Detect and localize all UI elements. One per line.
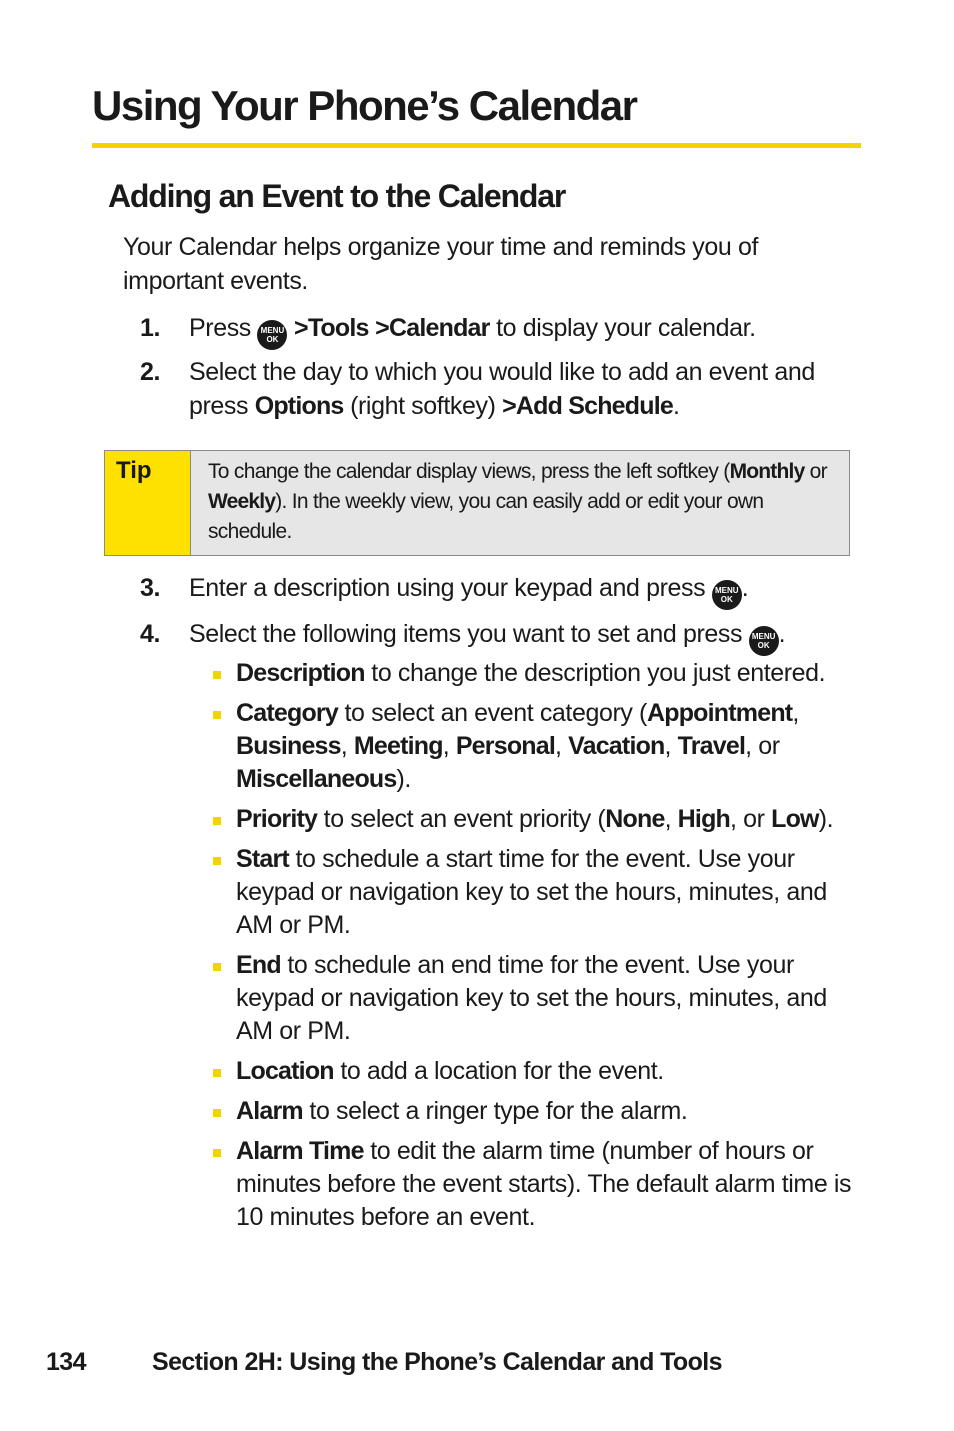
step-text: Enter a description using your keypad and press MENU OK . (189, 571, 869, 610)
list-item-category: Category to select an event category (Appointment, Business, Meeting, Personal, Vacation, Travel, or Miscellaneous). (210, 697, 860, 796)
list-item-alarm: Alarm to select a ringer type for the alarm. (210, 1095, 860, 1128)
tip-box (104, 450, 850, 556)
tip-text: To change the calendar display views, press the left softkey (Monthly or Weekly). In the weekly view, you can easily add or edit your own schedule. (208, 460, 827, 543)
menu-ok-key-icon: MENU OK (749, 626, 779, 656)
event-fields-list (210, 657, 860, 1241)
menu-ok-key-icon: MENU OK (257, 320, 287, 350)
step-text: Select the day to which you would like to add an event and press Options (right softkey) >Add Schedule. (189, 358, 815, 420)
list-item-priority: Priority to select an event priority (None, High, or Low). (210, 803, 860, 836)
page-number: 134 (46, 1348, 86, 1376)
step-number: 2. (140, 358, 161, 386)
list-item-start: Start to schedule a start time for the event. Use your keypad or navigation key to set the hours, minutes, and AM or PM. (210, 843, 860, 942)
step-text: Select the following items you want to set and press MENU OK . (189, 617, 869, 656)
menu-path-calendar: Calendar (388, 314, 490, 342)
list-item-location: Location to add a location for the event. (210, 1055, 860, 1088)
menu-path-add-schedule: Add Schedule (515, 392, 673, 420)
section-title: Section 2H: Using the Phone’s Calendar and Tools (152, 1348, 722, 1376)
tip-label: Tip (105, 451, 191, 555)
menu-ok-key-icon: MENU OK (712, 580, 742, 610)
section-heading: Adding an Event to the Calendar (108, 178, 566, 214)
title-underline (92, 143, 861, 148)
step-number: 4. (140, 620, 161, 648)
list-item-description: Description to change the description you just entered. (210, 657, 860, 690)
page-footer (46, 1348, 722, 1377)
step-number: 1. (140, 314, 161, 342)
list-item-end: End to schedule an end time for the event. Use your keypad or navigation key to set the hours, minutes, and AM or PM. (210, 949, 860, 1048)
options-softkey-label: Options (254, 392, 344, 420)
step-text: Press MENU OK >Tools >Calendar to display your calendar. (189, 311, 869, 350)
intro-paragraph: Your Calendar helps organize your time and reminds you of important events. (123, 233, 758, 295)
list-item-alarm-time: Alarm Time to edit the alarm time (number of hours or minutes before the event starts). The default alarm time is 10 minutes before an event. (210, 1135, 860, 1234)
step-number: 3. (140, 574, 161, 602)
menu-path-tools: Tools (307, 314, 369, 342)
page-title: Using Your Phone’s Calendar (92, 82, 637, 129)
